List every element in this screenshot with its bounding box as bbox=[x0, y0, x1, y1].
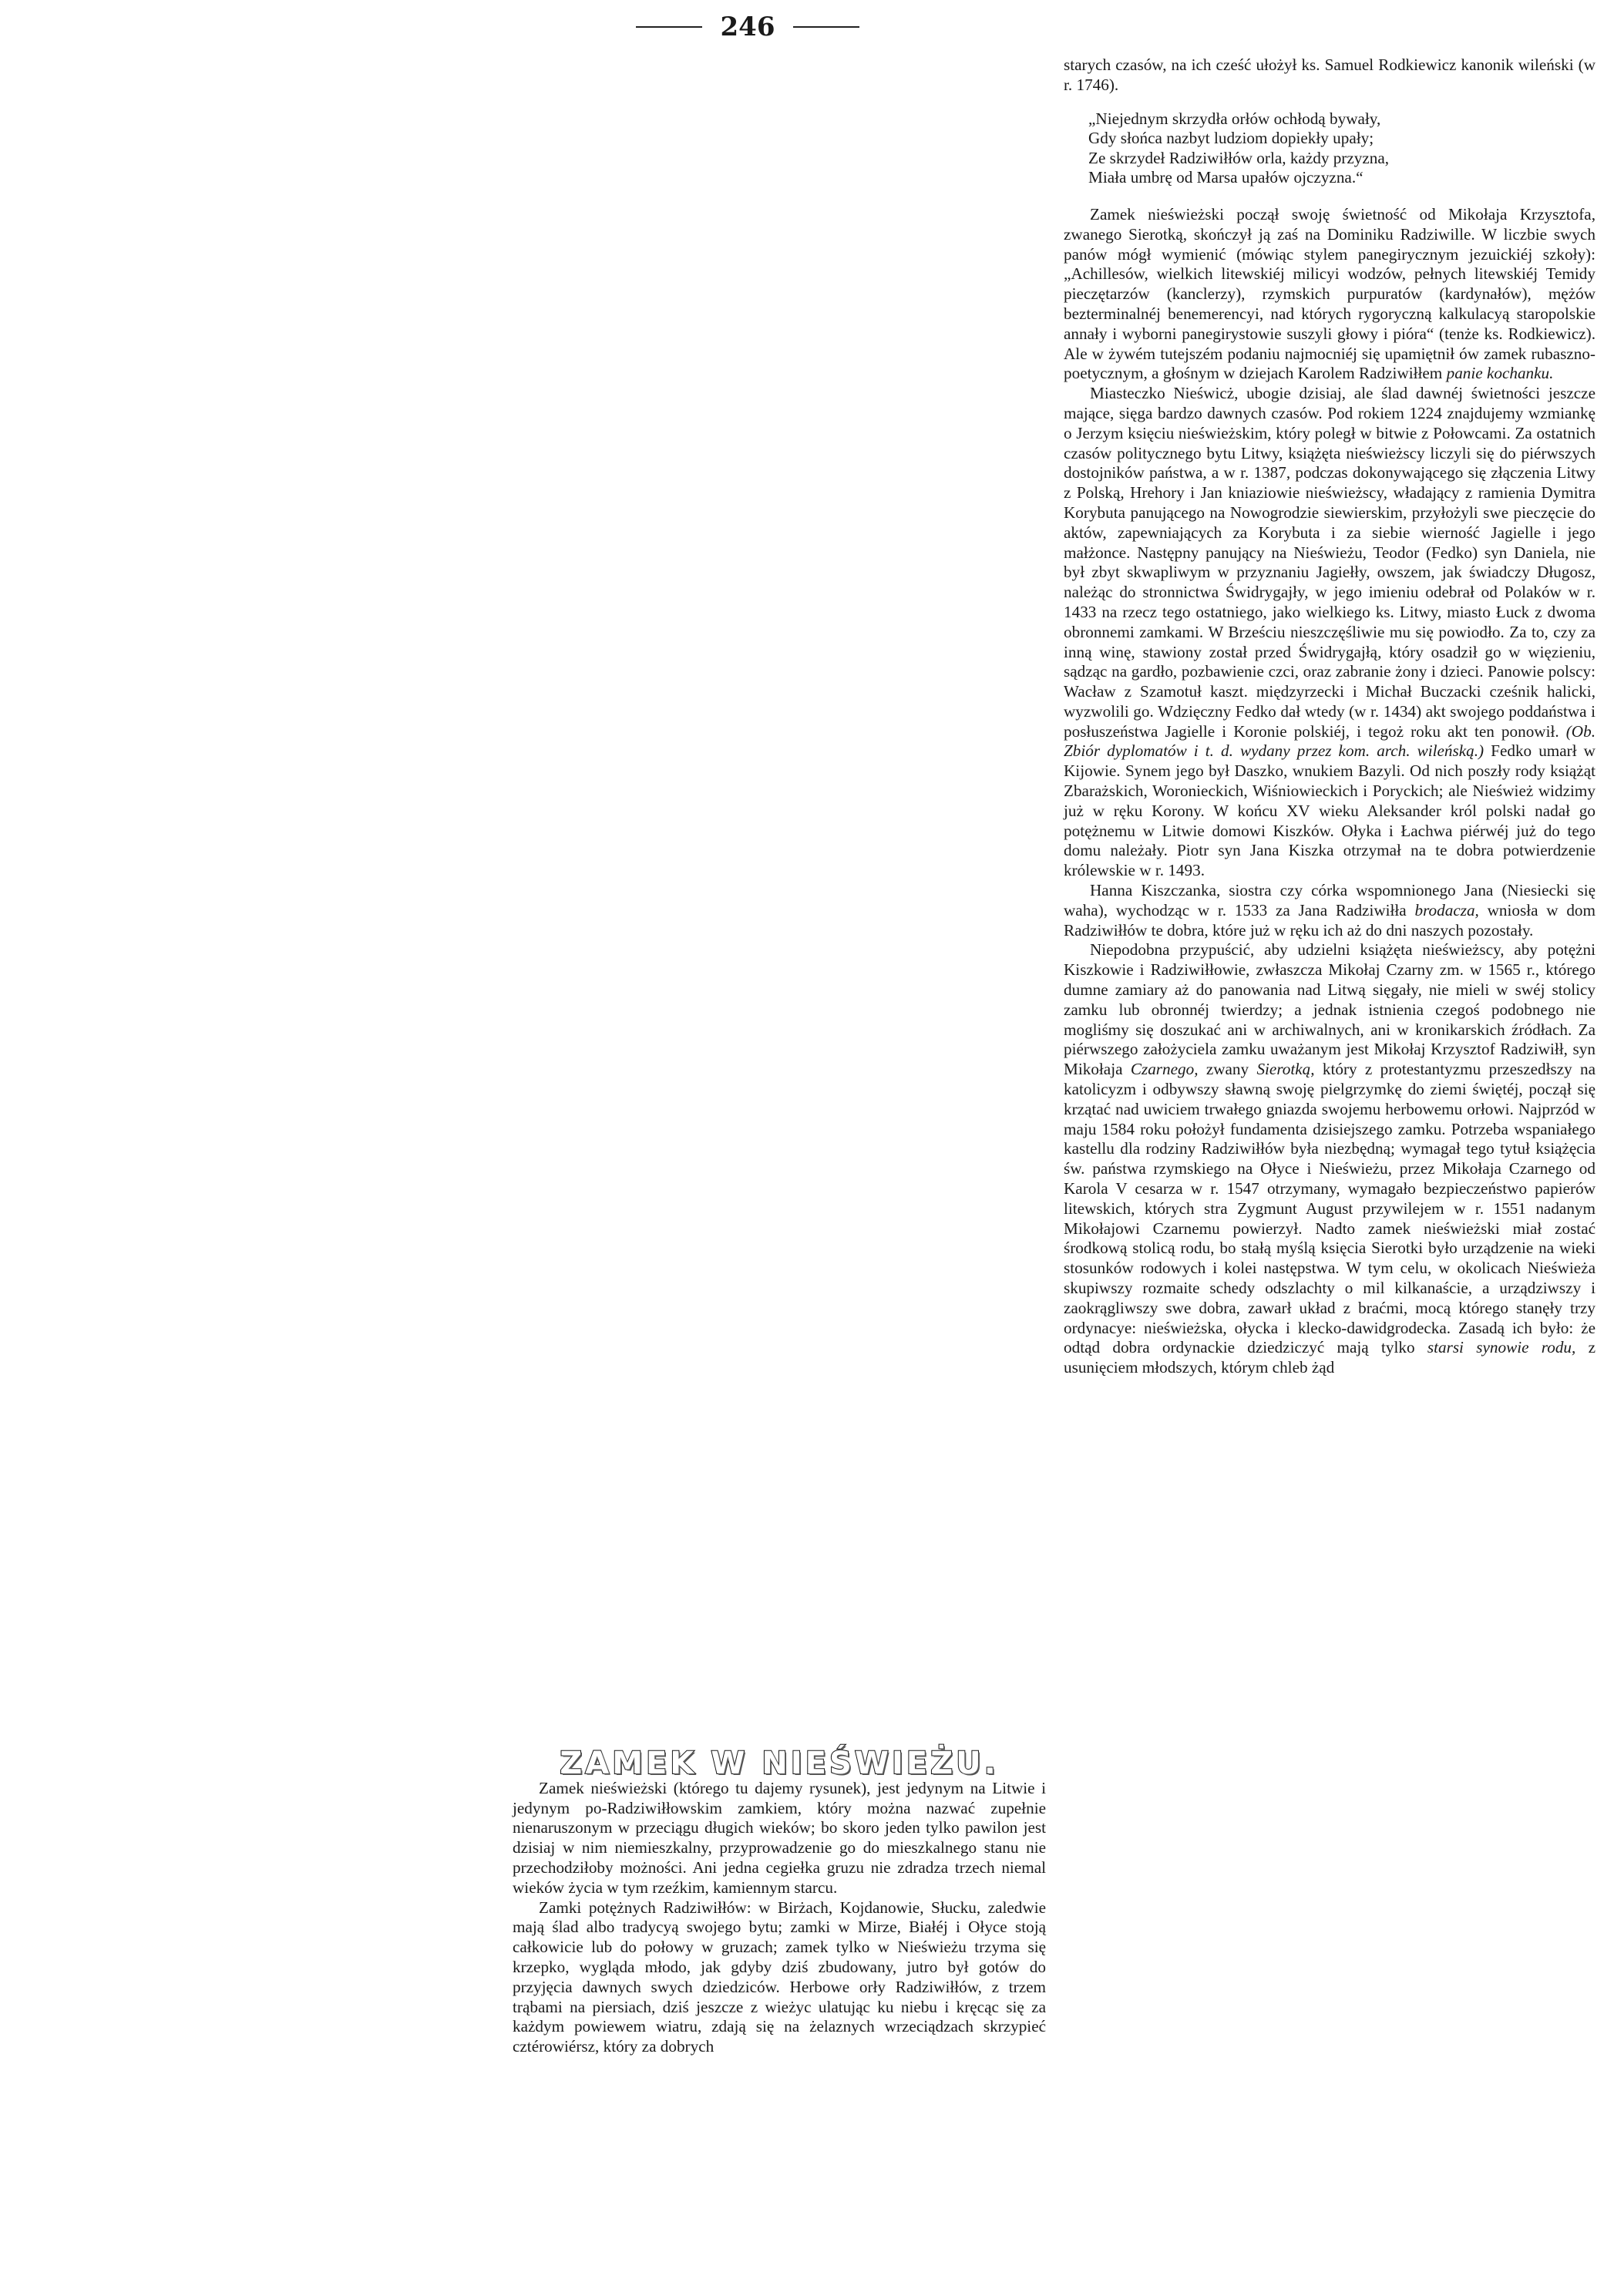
paragraph-castle-founding bbox=[1064, 940, 1596, 1378]
text-run: Hanna Kiszczanka, siostra czy córka wspomnionego Jana (Niesiecki się waha), wychodząc w r. 1533 za Jana Radziwiłła bbox=[1064, 881, 1596, 919]
paragraph-intro: Zamek nieświeżski (którego tu dajemy rysunek), jest jedynym na Litwie i jedynym po-Radziwiłłowskim zamkiem, który można nazwać zupełnie nienaruszonym w przeciągu długich wieków; bo skoro jeden tylko pawilon jest dzisiaj w nim niemieszkalny, przyprowadzenie go do mieszkalnego stanu nie przechodziłoby możności. Ani jedna cegiełka gruzu nie zdradza trzech niemal wieków życia w tym rzeźkim, kamiennym starcu. bbox=[513, 1778, 1046, 1897]
poem-line: Gdy słońca nazbyt ludziom dopiekły upały; bbox=[1088, 129, 1374, 148]
poem bbox=[1088, 109, 1596, 188]
poem-line: „Niejednym skrzydła orłów ochłodą bywały, bbox=[1088, 109, 1381, 128]
paragraph-town-history bbox=[1064, 384, 1596, 881]
text-run: Zamek nieświeżski począł swoję świetność od Mikołaja Krzysztofa, zwanego Sierotką, skończył ją zaś na Dominiku Radziwille. W liczbie swych panów mógł wymienić (mówiąc stylem panegirycznym jezuickiéj szkoły): „Achillesów, wielkich litewskiéj milicyi wodzów, pełnych litewskiéj Temidy pieczętarzów (kanclerzy), rzymskich purpuratów (kardynałów), mężów bezterminalnéj benemerencyi, nad których rygoryczną kalkulacyą staropolskie annały i wyborni panegirystowie suszyli głowy i pióra“ (tenże ks. Rodkiewicz). Ale w żywém tutejszém podaniu najmocniéj się upamiętnił ów zamek rubaszno-poetycznym, a głośnym w dziejach Karolem Radziwiłłem bbox=[1064, 204, 1596, 383]
header-rule-right bbox=[793, 26, 859, 28]
section-title: ZAMEK W NIEŚWIEŻU. bbox=[560, 1746, 999, 1781]
page-header bbox=[632, 8, 863, 46]
text-run: wniosła w dom Radziwiłłów te dobra, które już w ręku ich aż do dni naszych pozostały. bbox=[1064, 900, 1596, 940]
text-run: Niepodobna przypuścić, aby udzielni książęta nieświeżscy, aby potężni Kiszkowie i Radziwiłłowie, zwłaszcza Mikołaj Czarny zm. w 1565 r., którego dumne zamiary aż do panowania nad Litwą sięgały, nie mieli w swéj stolicy zamku lub obronnéj twierdzy; a jednak istnienia czegoś podobnego nie mogliśmy się doszukać ani w archiwalnych, ani w kronikarskich źródłach. Za piérwszego założyciela zamku uważanym jest Mikołaj Krzysztof Radziwiłł, syn Mikołaja bbox=[1064, 940, 1596, 1079]
right-column bbox=[1064, 55, 1596, 1378]
left-column bbox=[513, 1746, 1046, 2057]
paragraph-castle-history bbox=[1064, 205, 1596, 384]
paragraph-hanna-kiszczanka bbox=[1064, 881, 1596, 940]
italic-run: brodacza, bbox=[1414, 900, 1479, 919]
page-number: 246 bbox=[720, 12, 775, 42]
text-run: zwany bbox=[1205, 1060, 1249, 1079]
italic-run: panie kochanku. bbox=[1446, 364, 1554, 383]
paragraph-radziwill-castles: Zamki potężnych Radziwiłłów: w Birżach, Kojdanowie, Słucku, zaledwie mają ślad albo tradycyą swojego bytu; zamki w Mirze, Białéj i Ołyce stoją całkowicie lub do połowy w gruzach; zamek tylko w Nieświeżu trzyma się krzepko, wygląda młodo, jak gdyby dziś zbudowany, jutro był gotów do przyjęcia dawnych swych dziedziców. Herbowe orły Radziwiłłów, z trzem trąbami na piersiach, dziś jeszcze z wieżyc ulatując ku niebu i kręcąc się za każdym powiewem wiatru, zdają się na żelaznych wrzeciądzach skrzypieć cztérowiérsz, który za dobrych bbox=[513, 1898, 1046, 2056]
text-run: Miasteczko Nieświcż, ubogie dzisiaj, ale ślad dawnéj świetności jeszcze mające, sięga bardzo dawnych czasów. Pod rokiem 1224 znajdujemy wzmiankę o Jerzym księciu nieświeżskim, który poległ w bitwie z Połowcami. Za ostatnich czasów politycznego bytu Litwy, książęta nieświeżscy liczyli się do piérwszych dostojników państwa, a w r. 1387, podczas dokonywającego się złączenia Litwy z Polską, Hrehory i Jan kniaziowie nieświeżscy, władający z ramienia Dymitra Korybuta panującego na Nowogrodzie siewierskim, przyłożyli swe pieczęcie do aktów, zapewniających za Korybuta i za siebie wierność Jagielle i jego małżonce. Następny panujący na Nieświeżu, Teodor (Fedko) syn Daniela, nie był zbyt skwapliwym w przyznaniu Jagiełły, owszem, jak świadczy Długosz, należąc do stronnictwa Świdrygajły, w jego imieniu odebrał od Polaków w r. 1433 na rzecz tego ostatniego, jako wielkiego ks. Litwy, miasto Łuck z dwoma obronnemi zamkami. W Brześciu nieszczęśliwie mu się powiodło. Za to, czy za inną winę, stawiony został przed Świdrygajłą, który osadził go w więzieniu, sądząc na gardło, pozbawienie czci, oraz zabranie żony i dzieci. Panowie polscy: Wacław z Szamotuł kaszt. międzyrzecki i Michał Buczacki cześnik halicki, wyzwolili go. Wdzięczny Fedko dał wtedy (w r. 1434) akt swojego poddaństwa i posłuszeństwa Jagielle i Koronie polskiéj, i tegoż roku akt ten ponowił. bbox=[1064, 384, 1596, 741]
italic-run: Sierotką, bbox=[1256, 1060, 1315, 1079]
poem-line: Miała umbrę od Marsa upałów ojczyzna.“ bbox=[1088, 168, 1363, 187]
italic-run: starsi synowie rodu, bbox=[1427, 1338, 1576, 1357]
poem-line: Ze skrzydeł Radziwiłłów orla, każdy przyzna, bbox=[1088, 148, 1390, 167]
text-run: który z protestantyzmu przeszedłszy na katolicyzm i odbywszy sławną swoję pielgrzymkę do ziemi świętéj, począł się krzątać nad uwiciem trwałego gniazda swojemu herbowemu orłowi. Najprzód w maju 1584 roku położył fundamenta dzisiejszego zamku. Potrzeba wspaniałego kastellu dla rodziny Radziwiłłów była niezbędną; wymagał tego tytuł książęcia św. państwa rzymskiego na Ołyce i Nieświeżu, przez Mikołaja Czarnego od Karola V cesarza w r. 1547 otrzymany, wymagało bezpieczeństwo papierów litewskich, których stra Zygmunt August przywilejem w r. 1551 nadanym Mikołajowi Czarnemu powierzył. Nadto zamek nieświeżski miał zostać środkową stolicą rodu, bo stałą myślą księcia Sierotki było urządzenie na wieki stosunków rodowych i kolei następstwa. W tym celu, w okolicach Nieświeża skupiwszy rozmaite schedy odszlachty o mil kilkanaście, a urządziwszy i zaokrągliwszy swe dobra, zawarł układ z braćmi, mocą którego stanęły trzy ordynacye: nieświeżska, ołycka i klecko-dawidgrodecka. Zasadą ich było: że odtąd dobra ordynackie dziedziczyć mają tylko bbox=[1064, 1060, 1596, 1357]
intro-paragraph: starych czasów, na ich cześć ułożył ks. Samuel Rodkiewicz kanonik wileński (w r. 1746). bbox=[1064, 55, 1596, 94]
italic-run: Czarnego, bbox=[1130, 1060, 1199, 1079]
header-rule-left bbox=[636, 26, 702, 28]
text-run: z usunięciem młodszych, którym chleb żąd bbox=[1064, 1338, 1596, 1377]
text-run: Fedko umarł w Kijowie. Synem jego był Daszko, wnukiem Bazyli. Od nich poszły rody książąt Zbarażskich, Woronieckich, Wiśniowieckich i Poryckich; ale Nieśwież widzimy już w ręku Korony. W końcu XV wieku Aleksander król polski nadał go potężnemu w Litwie domowi Kiszków. Ołyka i Łachwa piérwéj już do tego domu należały. Piotr syn Jana Kiszka otrzymał na te dobra potwierdzenie królewskie w r. 1493. bbox=[1064, 741, 1596, 880]
italic-run: (Ob. Zbiór dyplomatów i t. d. wydany przez kom. arch. wileńską.) bbox=[1064, 721, 1596, 761]
